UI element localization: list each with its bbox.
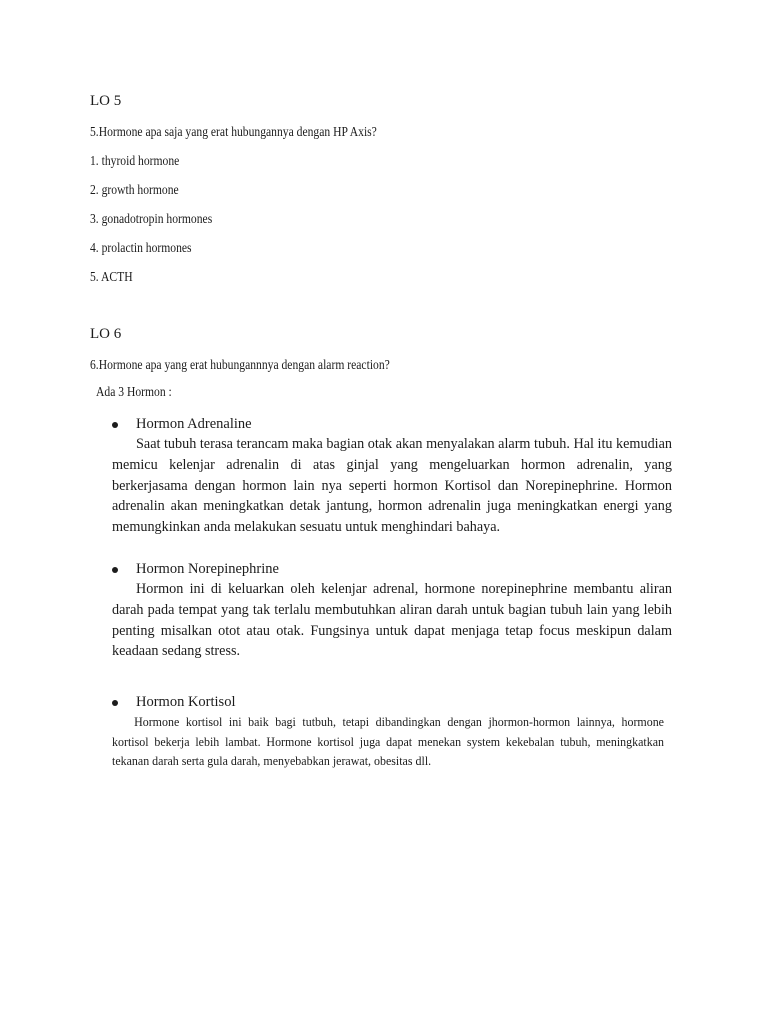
bullet-icon [112, 422, 118, 428]
hormone-description [112, 579, 672, 662]
hormone-text: Saat tubuh terasa terancam maka bagian otak akan menyalakan alarm tubuh. Hal itu kemudian memicu kelenjar adrenalin di atas ginjal yang mengeluarkan hormon adrenalin, yang berkerjasama dengan hormon lain nya seperti hormon Kortisol dan Norepinephrine. Hormon adrenalin akan meningkatkan detak jantung, hormon adrenalin juga meningkatkan energi yang memungkinkan anda melakukan sesuatu untuk menghindari bahaya. [112, 436, 672, 536]
lo5-item-5: 5. ACTH [90, 269, 133, 284]
lo6-heading: LO 6 [90, 326, 122, 342]
hormone-title: Hormon Norepinephrine [136, 561, 279, 577]
lo5-item-2: 2. growth hormone [90, 182, 179, 197]
hormone-description [112, 434, 672, 538]
bullet-icon [112, 700, 118, 706]
hormone-title: Hormon Adrenaline [136, 416, 252, 432]
lo6-intro: Ada 3 Hormon : [96, 384, 172, 399]
lo5-heading: LO 5 [90, 93, 122, 109]
hormone-text: Hormon ini di keluarkan oleh kelenjar adrenal, hormone norepinephrine membantu aliran darah pada tempat yang tak terlalu membutuhkan aliran darah untuk bagian tubuh lain yang lebih penting misalkan otot atau otak. Fungsinya untuk dapat menjaga tetap focus meskipun dalam keadaan sedang stress. [112, 581, 672, 660]
hormone-text: Hormone kortisol ini baik bagi tutbuh, tetapi dibandingkan dengan jhormon-hormon lainnya, hormone kortisol bekerja lebih lambat. Hormone kortisol juga dapat menekan system kekebalan tubuh, meningkatkan tekanan darah serta gula darah, menyebabkan jerawat, obesitas dll. [112, 714, 664, 768]
hormone-title: Hormon Kortisol [136, 694, 236, 710]
lo6-question: 6.Hormone apa yang erat hubungannnya dengan alarm reaction? [90, 357, 390, 372]
lo5-item-1: 1. thyroid hormone [90, 153, 180, 168]
hormone-description [112, 712, 664, 771]
lo5-item-4: 4. prolactin hormones [90, 240, 192, 255]
lo5-item-3: 3. gonadotropin hormones [90, 211, 213, 226]
lo5-question: 5.Hormone apa saja yang erat hubungannya dengan HP Axis? [90, 124, 377, 139]
bullet-icon [112, 567, 118, 573]
